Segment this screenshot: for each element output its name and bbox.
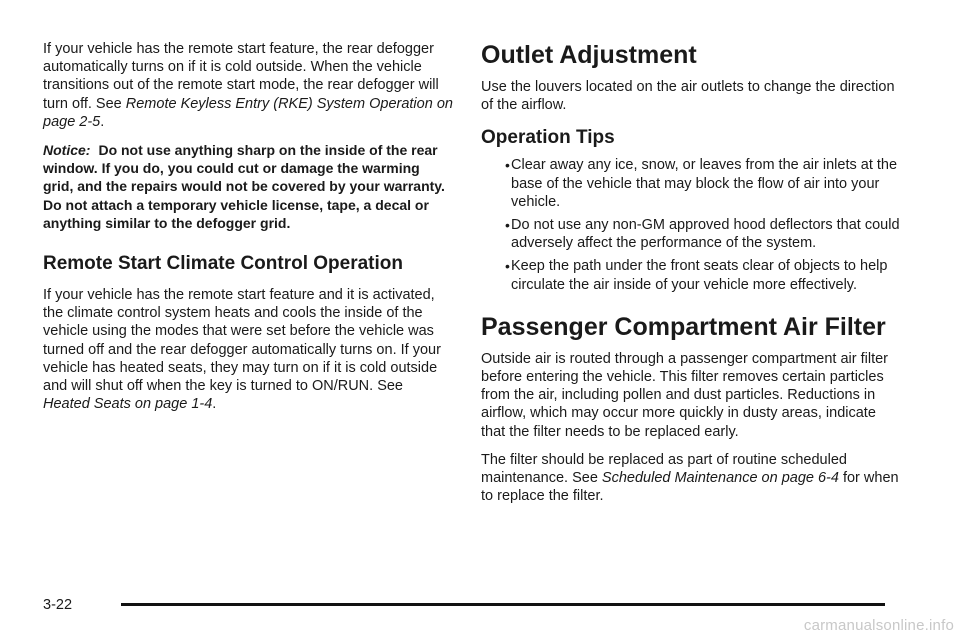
air-filter-paragraph: Outside air is routed through a passenger compartment air filter before entering the vehicle. This filter removes certain particles from the air, including pollen and dust particles. Reductions in airflow, which may occur more quickly in dusty areas, indicate that the filter needs to be replaced early. <box>481 350 889 440</box>
notice-paragraph <box>43 141 453 232</box>
notice-label: Notice: <box>43 142 91 159</box>
remote-start-heading: Remote Start Climate Control Operation <box>43 253 403 275</box>
outlet-adjustment-heading: Outlet Adjustment <box>481 41 697 69</box>
list-item: • Clear away any ice, snow, or leaves from the air inlets at the base of the vehicle that may block the flow of air into your vehicle. <box>505 157 898 210</box>
list-item: • Keep the path under the front seats clear of objects to help circulate the air inside of your vehicle more effectively. <box>505 258 888 293</box>
notice-text: Do not use anything sharp on the inside of the rear window. If you do, you could cut or damage the warming grid, and the repairs would not be covered by your warranty. Do not attach a temporary vehicle license, tape, a decal or anything similar to the defogger grid. <box>43 142 445 231</box>
watermark: carmanualsonline.info <box>803 617 954 634</box>
left-column <box>43 40 453 413</box>
rke-reference-link[interactable]: Remote Keyless Entry (RKE) System Operation on page 2-5 <box>43 95 453 130</box>
rear-defogger-paragraph: If your vehicle has the remote start feature, the rear defogger automatically turns on if it is cold outside. When the vehicle transitions out of the remote start mode, the rear defogger will turn off. See Remote Keyless Entry (RKE) System Operation on page 2-5. <box>43 41 453 130</box>
list-item: • Do not use any non-GM approved hood deflectors that could adversely affect the performance of the system. <box>505 217 900 252</box>
outlet-adjustment-paragraph: Use the louvers located on the air outlets to change the direction of the airflow. <box>481 79 895 114</box>
footer-divider <box>121 603 885 606</box>
scheduled-maintenance-reference-link[interactable]: Scheduled Maintenance on page 6-4 <box>601 470 839 487</box>
page-number: 3-22 <box>43 597 73 613</box>
heated-seats-reference-link[interactable]: Heated Seats on page 1-4 <box>43 396 213 413</box>
operation-tips-heading: Operation Tips <box>481 127 615 149</box>
filter-replacement-paragraph: The filter should be replaced as part of routine scheduled maintenance. See Scheduled Maintenance on page 6-4 for when to replace the filter. <box>481 451 899 505</box>
remote-start-paragraph: If your vehicle has the remote start feature and it is activated, the climate control system heats and cools the inside of the vehicle using the modes that were set before the vehicle was turned off and the rear defogger automatically turns on. If your vehicle has heated seats, they may turn on if it is cold outside and will shut off when the key is turned to ON/RUN. See Heated Seats on page 1-4. <box>43 287 441 413</box>
right-column <box>481 40 901 505</box>
bullet-icon: • <box>505 217 510 234</box>
bullet-icon: • <box>505 157 510 174</box>
operation-tips-list <box>481 156 901 293</box>
bullet-icon: • <box>505 258 510 275</box>
air-filter-heading: Passenger Compartment Air Filter <box>481 312 886 341</box>
